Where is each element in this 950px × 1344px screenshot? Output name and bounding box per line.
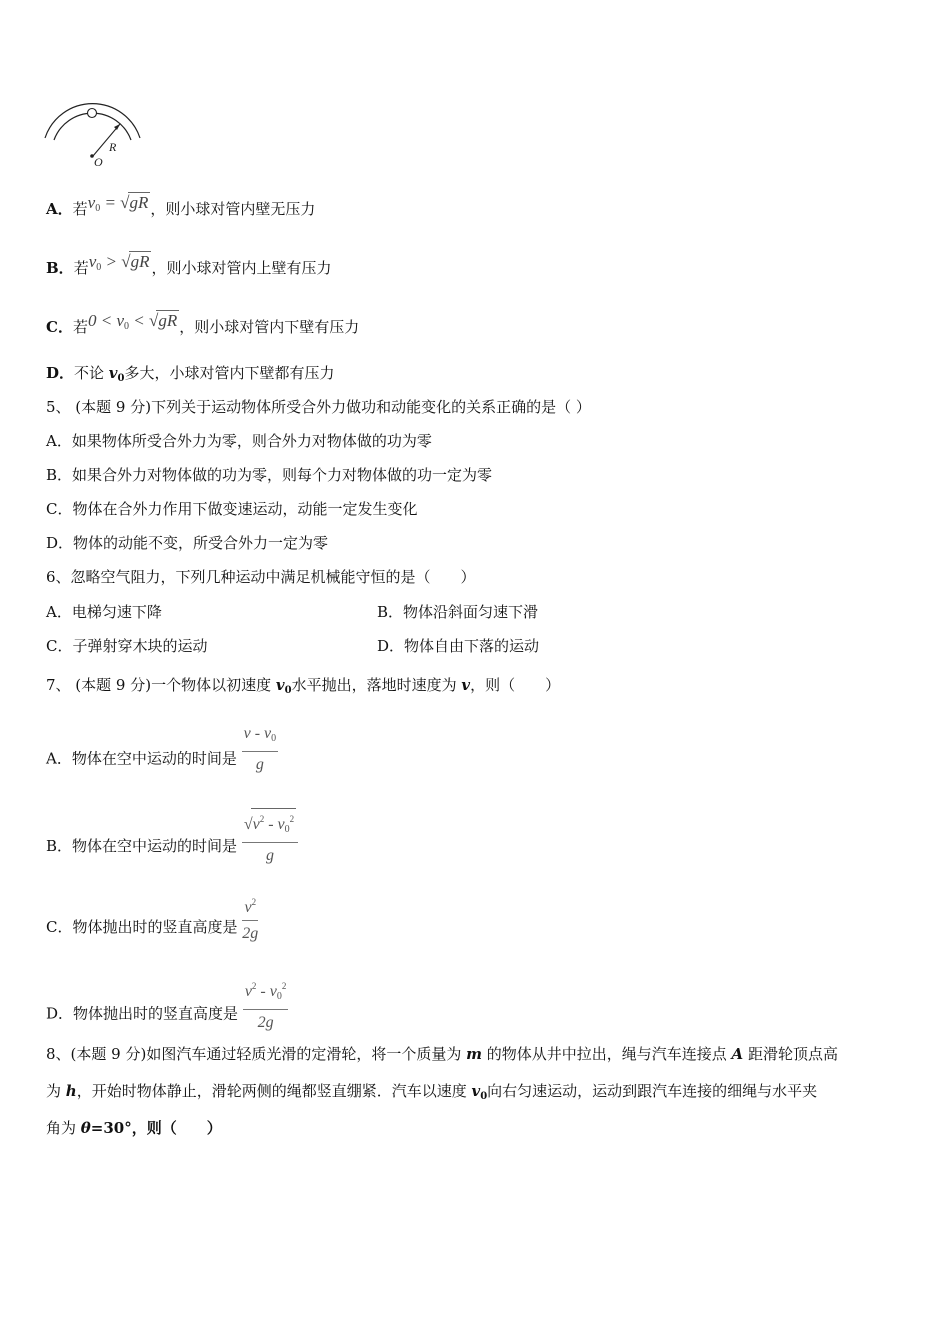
q5-option-c: C．物体在合外力作用下做变速运动，动能一定发生变化 — [46, 500, 418, 518]
q8-line-2: 为 h，开始时物体静止，滑轮两侧的绳都竖直绷紧．汽车以速度 $v_0$向右匀速运动，运动到跟汽车连接的细绳与水平夹 — [46, 1082, 818, 1102]
q6-option-b: B．物体沿斜面匀速下滑 — [377, 603, 539, 621]
var-v0: $v_0$ — [275, 676, 292, 696]
q5-stem: 5、 (本题 9 分)下列关于运动物体所受合外力做功和动能变化的关系正确的是（ ） — [46, 398, 591, 416]
option-text: ，则小球对管内下壁有压力 — [179, 318, 360, 336]
option-text: C．物体抛出时的竖直高度是 — [46, 918, 238, 936]
formula-v2-over-2g: $\frac{v^2}{2g}$ — [242, 897, 259, 942]
q5-option-b: B．如果合外力对物体做的功为零，则每个力对物体做的功一定为零 — [46, 466, 493, 484]
option-pre: 若 — [72, 318, 88, 336]
formula-0-lt-v0-lt-sqrtgR: $0 < v_0 < √gR$ — [87, 311, 178, 332]
tube-figure — [40, 102, 150, 170]
q8-line-1: 8、(本题 9 分)如图汽车通过轻质光滑的定滑轮，将一个质量为 m 的物体从井中拉出，绳与汽车连接点 A 距滑轮顶点高 — [46, 1045, 838, 1063]
q7-option-c — [46, 897, 259, 954]
q7-option-a — [46, 725, 278, 785]
stem-post: ，则（ ） — [470, 676, 561, 694]
q5-option-a: A．如果物体所受合外力为零，则合外力对物体做的功为零 — [46, 432, 432, 450]
var-v: v — [461, 676, 471, 694]
var-A: A — [731, 1045, 744, 1063]
formula-sqrt-v2-minus-v02-over-g: $\frac{√v^2 - v_0^2}{g}$ — [242, 808, 298, 866]
formula-v-minus-v0-over-g: $\frac{v - v_0}{g}$ — [243, 725, 277, 773]
option-letter: C． — [46, 318, 73, 336]
var-sub: 0 — [117, 373, 125, 384]
label-R: R — [109, 140, 117, 154]
stem-mid: 水平抛出，落地时速度为 — [291, 676, 462, 694]
q7-option-d — [46, 981, 288, 1043]
option-pre: 若 — [73, 259, 89, 277]
option-text: ，则小球对管内壁无压力 — [150, 200, 316, 218]
option-text: D．物体抛出时的竖直高度是 — [46, 1004, 239, 1023]
q6-option-d: D．物体自由下落的运动 — [377, 637, 540, 655]
q7-stem — [46, 675, 560, 701]
option-text: B．物体在空中运动的时间是 — [46, 837, 238, 855]
formula-v0-eq-sqrtgR: $v_0 = √gR$ — [87, 193, 149, 214]
option-text: ，则小球对管内上壁有压力 — [151, 259, 332, 277]
option-pre: 若 — [72, 200, 88, 218]
option-letter: A． — [46, 200, 73, 218]
var-m: m — [466, 1045, 482, 1063]
var-theta: θ — [80, 1119, 91, 1137]
option-text: 多大，小球对管内下壁都有压力 — [124, 364, 335, 382]
q4-option-b — [46, 252, 332, 284]
stem-pre: 7、 (本题 9 分)一个物体以初速度 — [46, 676, 276, 694]
var-v: v — [108, 364, 118, 382]
var-h: h — [65, 1082, 77, 1100]
q4-option-a — [46, 193, 316, 225]
q4-option-d — [46, 363, 335, 389]
q6-option-c: C．子弹射穿木块的运动 — [46, 637, 208, 655]
q6-stem: 6、忽略空气阻力，下列几种运动中满足机械能守恒的是（ ） — [46, 568, 476, 586]
q7-option-b — [46, 814, 298, 876]
q6-option-a: A．电梯匀速下降 — [46, 603, 162, 621]
q4-option-c — [46, 311, 360, 343]
var-v0: $v_0$ — [471, 1082, 488, 1102]
option-letter: D． — [46, 364, 75, 382]
formula-v0-gt-sqrtgR: $v_0 > √gR$ — [88, 252, 150, 273]
formula-v2-minus-v02-over-2g: $\frac{v^2 - v_0^2}{2g}$ — [244, 981, 287, 1031]
q5-option-d: D．物体的动能不变，所受合外力一定为零 — [46, 534, 329, 552]
option-text: A．物体在空中运动的时间是 — [46, 749, 237, 768]
label-O: O — [94, 155, 103, 169]
option-letter: B． — [46, 259, 74, 277]
q8-line-3: 角为 θ=30°，则（ ） — [46, 1119, 222, 1137]
option-pre: 不论 — [74, 364, 109, 382]
